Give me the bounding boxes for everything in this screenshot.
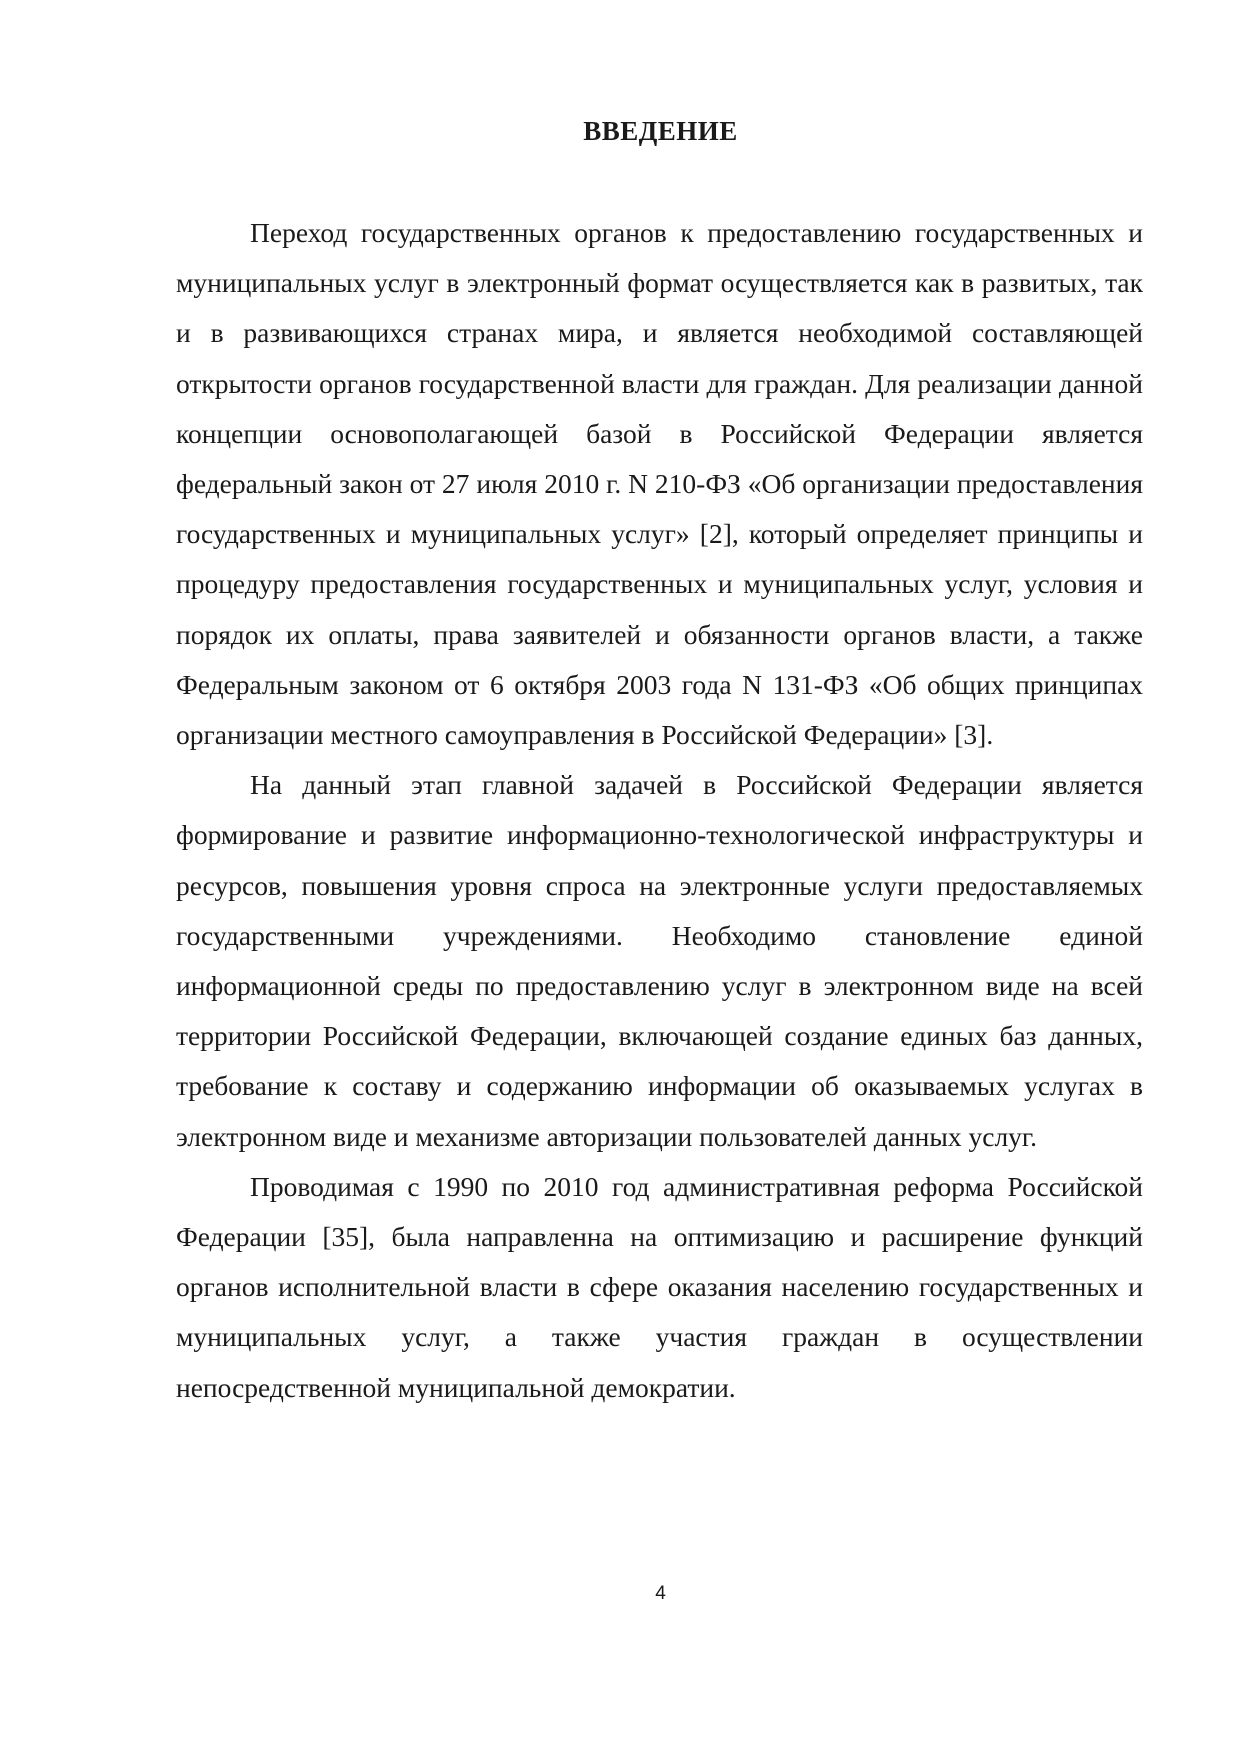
paragraph-3: Проводимая с 1990 по 2010 год административная реформа Российской Федерации [35], была направленна на оптимизацию и расширение функций органов исполнительной власти в сфере оказания населению государственных и муниципальных услуг, а также участия граждан в осуществлении непосредственной муниципальной демократии. bbox=[176, 1170, 1143, 1403]
section-heading: ВВЕДЕНИЕ bbox=[583, 116, 738, 146]
paragraph-2: На данный этап главной задачей в Российской Федерации является формирование и развитие информационно-технологической инфраструктуры и ресурсов, повышения уровня спроса на электронные услуги предоставляемых государственными учреждениями. Необходимо становление единой информационной среды по предоставлению услуг в электронном виде на всей территории Российской Федерации, включающей создание единых баз данных, требование к составу и содержанию информации об оказываемых услугах в электронном виде и механизме авторизации пользователей данных услуг. bbox=[176, 769, 1143, 1152]
page-number: 4 bbox=[655, 1583, 666, 1604]
body-text bbox=[176, 208, 1143, 1413]
paragraph-1: Переход государственных органов к предоставлению государственных и муниципальных услуг в электронный формат осуществляется как в развитых, так и в развивающихся странах мира, и является необходимой составляющей открытости органов государственной власти для граждан. Для реализации данной концепции основополагающей базой в Российской Федерации является федеральный закон от 27 июля 2010 г. N 210-ФЗ «Об организации предоставления государственных и муниципальных услуг» [2], который определяет принципы и процедуру предоставления государственных и муниципальных услуг, условия и порядок их оплаты, права заявителей и обязанности органов власти, а также Федеральным законом от 6 октября 2003 года N 131-ФЗ «Об общих принципах организации местного самоуправления в Российской Федерации» [3]. bbox=[176, 217, 1143, 751]
